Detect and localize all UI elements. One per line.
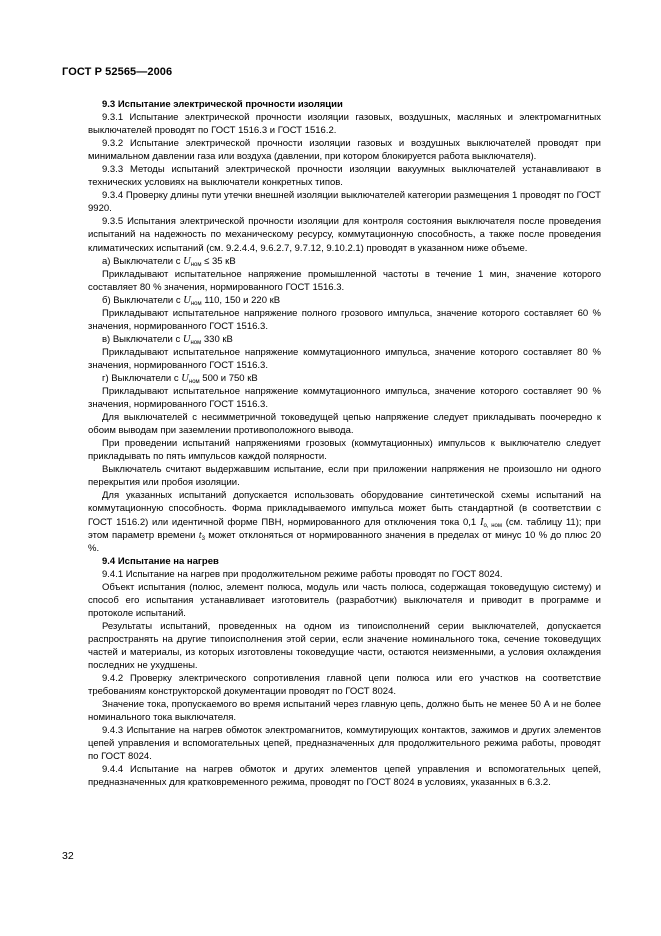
section-9-3-heading: 9.3 Испытание электрической прочности изоляции [102,99,343,110]
page-number: 32 [62,850,74,862]
paragraph-9-3-3: 9.3.3 Методы испытаний электрической прочности изоляции вакуумных выключателей устанавливают в технических условиях на выключатели конкретных типов. [88,164,601,189]
item-d-heading: г) Выключатели с $U_{ном}$ 500 и 750 кВ [102,372,258,385]
paragraph-synthetic-circuit: Для указанных испытаний допускается использовать оборудование синтетической схемы испытаний на коммутационную способность. Форма прикладываемого импульса может быть стандартной (в соответствии с ГОСТ 1516.2) или идентичной форме ПВН, нормированного для отключения тока 0,1 $I_{о, ном}$ (см. таблицу 11); при этом параметр времени $t_3$ может отклоняться от нормированного значения в пределах от минус 10 % до плюс 20 %. [88,490,601,554]
paragraph-9-3-4: 9.3.4 Проверку длины пути утечки внешней изоляции выключателей категории размещения 1 проводят по ГОСТ 9920. [88,190,601,215]
item-d-text: Прикладывают испытательное напряжение коммутационного импульса, значение которого составляет 90 % значения, нормированного ГОСТ 1516.3. [88,386,601,411]
paragraph-9-4-1: 9.4.1 Испытание на нагрев при продолжительном режиме работы проводят по ГОСТ 8024. [102,568,503,580]
item-c-heading: в) Выключатели с $U_{ном}$ 330 кВ [102,333,233,346]
paragraph-results: Результаты испытаний, проведенных на одном из типоисполнений серии выключателей, допускается распространять на другие типоисполнения этой серии, если значение номинального тока, сечение токоведущих частей и материалы, из которых изготовлены токоведущие части, остаются неизменными, а условия охлаждения последних не ухудшены. [88,620,601,672]
paragraph-current: Значение тока, пропускаемого во время испытаний через главную цепь, должно быть не менее 50 А и не более номинального тока выключателя. [88,699,601,724]
item-c-text: Прикладывают испытательное напряжение коммутационного импульса, значение которого составляет 80 % значения, нормированного ГОСТ 1516.3. [88,346,601,371]
paragraph-9-4-4: 9.4.4 Испытание на нагрев обмоток и других элементов цепей управления и вспомогательных цепей, предназначенных для кратковременного режима, проводят по ГОСТ 8024 в условиях, указанных в 6.3.2. [88,764,601,789]
page-content [88,98,601,789]
paragraph-impulses: При проведении испытаний напряжениями грозовых (коммутационных) импульсов к выключателю следует прикладывать по пять импульсов каждой полярности. [88,438,601,463]
paragraph-pass-criteria: Выключатель считают выдержавшим испытание, если при приложении напряжения не произошло ни одного перекрытия или пробоя изоляции. [88,464,601,489]
item-b-text: Прикладывают испытательное напряжение полного грозового импульса, значение которого составляет 60 % значения, нормированного ГОСТ 1516.3. [88,307,601,332]
paragraph-9-3-2: 9.3.2 Испытание электрической прочности изоляции газовых и воздушных выключателей проводят при минимальном давлении газа или воздуха (давлении, при котором блокируется работа выключателя). [88,138,601,163]
item-a-text: Прикладывают испытательное напряжение промышленной частоты в течение 1 мин, значение которого составляет 80 % значения, нормированного ГОСТ 1516.3. [88,268,601,293]
paragraph-9-3-5: 9.3.5 Испытания электрической прочности изоляции для контроля состояния выключателя после проведения испытаний на надежность по механическому ресурсу, коммутационную способность, а также после проведения климатических испытаний (см. 9.2.4.4, 9.6.2.7, 9.7.12, 9.10.2.1) проводят в указанном ниже объеме. [88,216,601,254]
paragraph-asymmetric: Для выключателей с несимметричной токоведущей цепью напряжение следует прикладывать поочередно к обоим выводам при заземлении противоположного вывода. [88,412,601,437]
document-header: ГОСТ Р 52565—2006 [62,66,173,78]
paragraph-test-object: Объект испытания (полюс, элемент полюса, модуль или часть полюса, содержащая токоведущую систему) и способ его испытания устанавливает изготовитель (разработчик) выключателя и приводит в программе и протоколе испытаний. [88,581,601,619]
item-a-heading: а) Выключатели с $U_{ном} \le 35$ кВ [102,255,236,268]
item-b-heading: б) Выключатели с $U_{ном}$ 110, 150 и 220 кВ [102,294,281,307]
paragraph-9-4-3: 9.4.3 Испытание на нагрев обмоток электромагнитов, коммутирующих контактов, зажимов и других элементов цепей управления и вспомогательных цепей, предназначенных для продолжительного режима работы, проводят по ГОСТ 8024. [88,725,601,763]
paragraph-9-3-1: 9.3.1 Испытание электрической прочности изоляции газовых, воздушных, масляных и электромагнитных выключателей проводят по ГОСТ 1516.3 и ГОСТ 1516.2. [88,112,601,137]
section-9-4-heading: 9.4 Испытание на нагрев [102,555,219,567]
paragraph-9-4-2: 9.4.2 Проверку электрического сопротивления главной цепи полюса или его участков на соответствие требованиям конструкторской документации проводят по ГОСТ 8024. [88,673,601,698]
